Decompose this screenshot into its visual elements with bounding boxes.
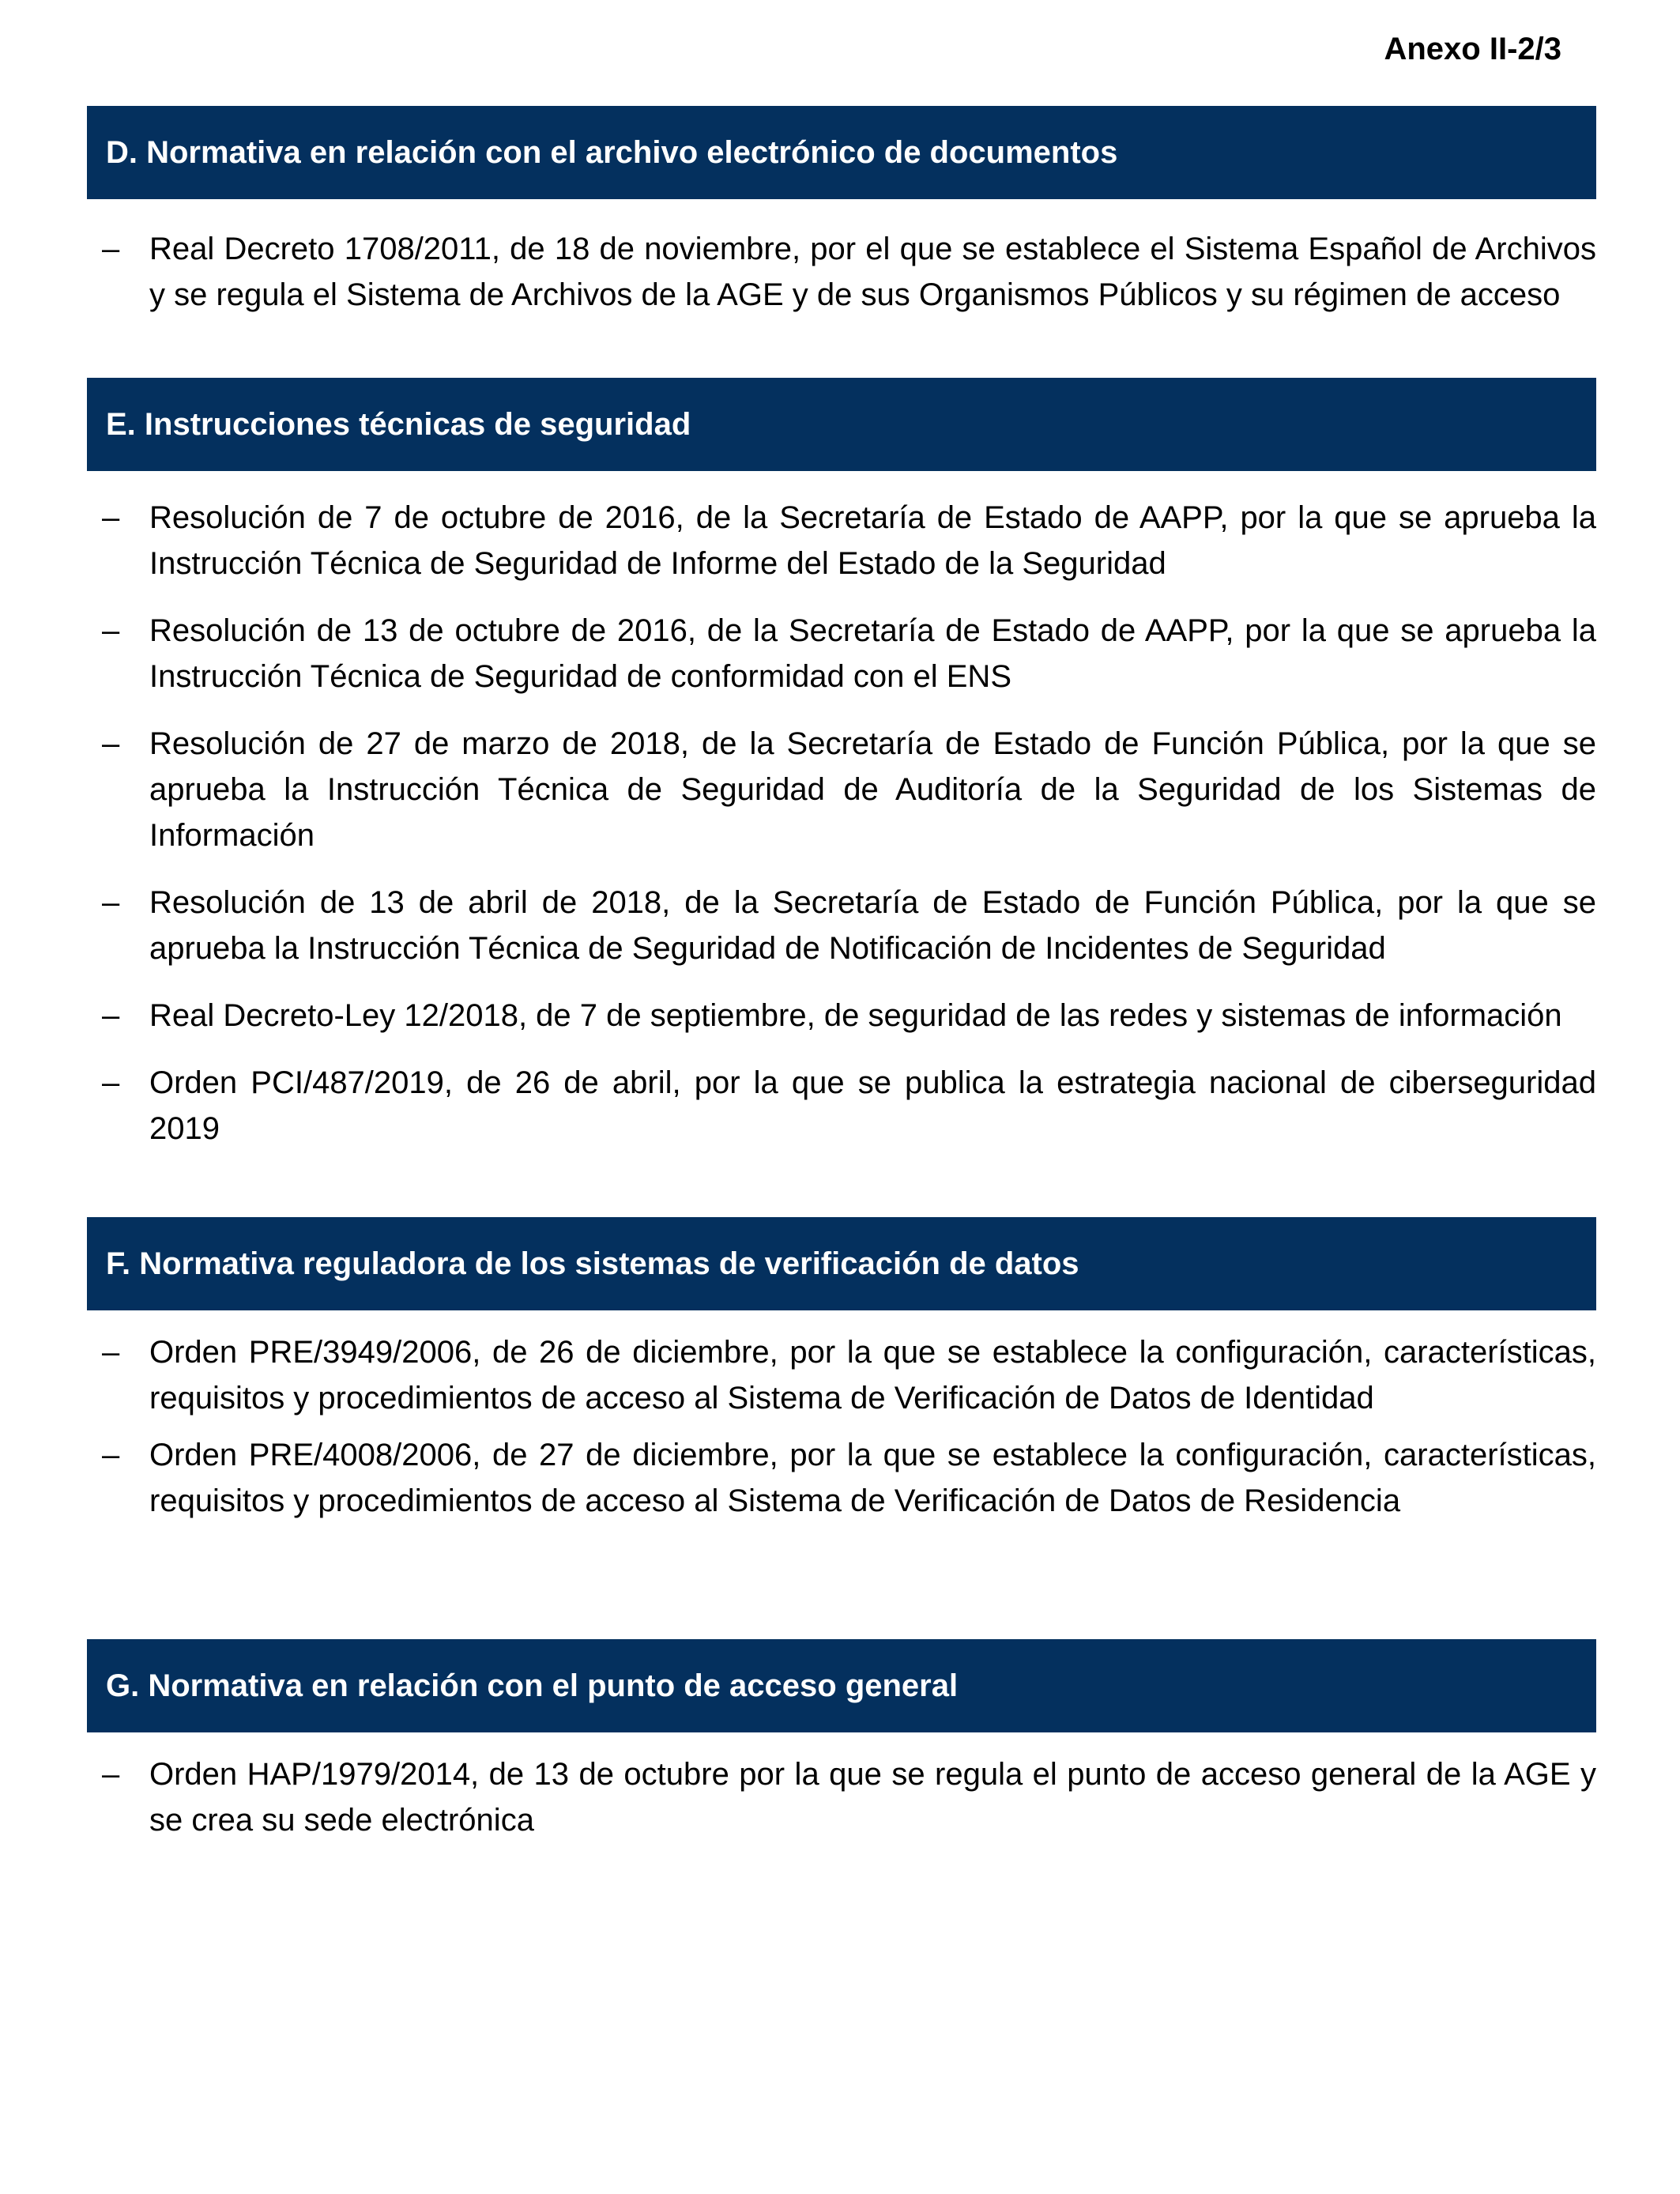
list-item — [87, 608, 1596, 699]
item-list — [87, 1310, 1596, 1524]
list-item — [87, 226, 1596, 318]
list-item — [87, 1329, 1596, 1421]
section-title: F. Normativa reguladora de los sistemas de verificación de datos — [87, 1217, 1596, 1310]
dash-bullet-icon: – — [102, 1335, 120, 1370]
list-item-text: Resolución de 13 de octubre de 2016, de la Secretaría de Estado de AAPP, por la que se aprueba la Instrucción Técnica de Seguridad de conformidad con el ENS — [149, 613, 1596, 694]
list-item — [87, 1060, 1596, 1152]
list-item-text: Orden PRE/3949/2006, de 26 de diciembre, por la que se establece la configuración, características, requisitos y procedimientos de acceso al Sistema de Verificación de Datos de Identidad — [149, 1335, 1596, 1416]
dash-bullet-icon: – — [102, 726, 120, 761]
list-item — [87, 1751, 1596, 1843]
section-g — [87, 1639, 1596, 1864]
list-item-text: Real Decreto 1708/2011, de 18 de noviembre, por el que se establece el Sistema Español de Archivos y se regula el Sistema de Archivos de la AGE y de sus Organismos Públicos y su régimen de acceso — [149, 232, 1596, 312]
section-title: G. Normativa en relación con el punto de acceso general — [87, 1639, 1596, 1732]
list-item-text: Real Decreto-Ley 12/2018, de 7 de septiembre, de seguridad de las redes y sistemas de información — [149, 998, 1562, 1033]
dash-bullet-icon: – — [102, 1757, 120, 1792]
dash-bullet-icon: – — [102, 998, 120, 1033]
list-item — [87, 721, 1596, 858]
section-title: D. Normativa en relación con el archivo electrónico de documentos — [87, 106, 1596, 199]
list-item-text: Resolución de 7 de octubre de 2016, de la Secretaría de Estado de AAPP, por la que se aprueba la Instrucción Técnica de Seguridad de Informe del Estado de la Seguridad — [149, 500, 1596, 581]
list-item — [87, 993, 1596, 1039]
list-item — [87, 495, 1596, 586]
list-item-text: Resolución de 13 de abril de 2018, de la Secretaría de Estado de Función Pública, por la que se aprueba la Instrucción Técnica de Seguridad de Notificación de Incidentes de Seguridad — [149, 885, 1596, 966]
section-d — [87, 106, 1596, 339]
annex-label: Anexo II-2/3 — [1384, 32, 1561, 66]
list-item — [87, 880, 1596, 971]
dash-bullet-icon: – — [102, 885, 120, 920]
section-f — [87, 1217, 1596, 1535]
list-item-text: Resolución de 27 de marzo de 2018, de la Secretaría de Estado de Función Pública, por la que se aprueba la Instrucción Técnica de Seguridad de Auditoría de la Seguridad de los Sistemas de Información — [149, 726, 1596, 853]
item-list — [87, 471, 1596, 1152]
dash-bullet-icon: – — [102, 500, 120, 535]
item-list — [87, 199, 1596, 318]
list-item-text: Orden PCI/487/2019, de 26 de abril, por la que se publica la estrategia nacional de ciberseguridad 2019 — [149, 1065, 1596, 1146]
dash-bullet-icon: – — [102, 1438, 120, 1472]
item-list — [87, 1732, 1596, 1843]
section-e — [87, 378, 1596, 1173]
dash-bullet-icon: – — [102, 613, 120, 648]
list-item-text: Orden HAP/1979/2014, de 13 de octubre por la que se regula el punto de acceso general de la AGE y se crea su sede electrónica — [149, 1757, 1596, 1838]
list-item-text: Orden PRE/4008/2006, de 27 de diciembre, por la que se establece la configuración, características, requisitos y procedimientos de acceso al Sistema de Verificación de Datos de Residencia — [149, 1438, 1596, 1518]
dash-bullet-icon: – — [102, 232, 120, 266]
section-title: E. Instrucciones técnicas de seguridad — [87, 378, 1596, 471]
dash-bullet-icon: – — [102, 1065, 120, 1100]
list-item — [87, 1432, 1596, 1524]
